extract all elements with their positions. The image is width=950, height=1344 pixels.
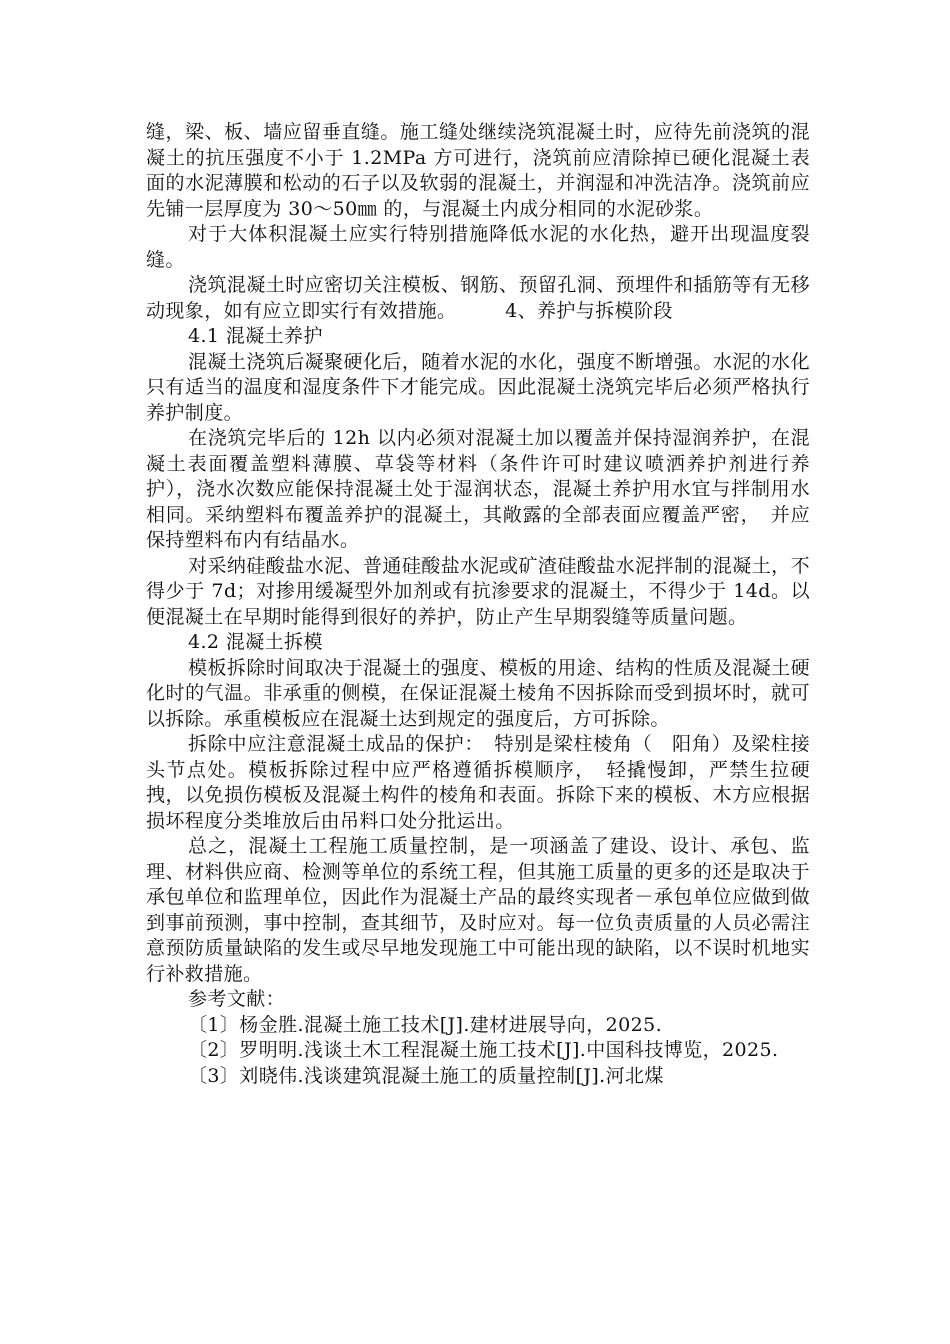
section-heading: 4.1 混凝土养护 bbox=[188, 325, 323, 347]
document-body bbox=[146, 120, 810, 1089]
body-paragraph: 模板拆除时间取决于混凝土的强度、模板的用途、结构的性质及混凝土硬化时的气温。非承重的侧模，在保证混凝土棱角不因拆除而受到损坏时，就可以拆除。承重模板应在混凝土达到规定的强度后，方可拆除。 bbox=[146, 656, 810, 730]
body-paragraph: 对于大体积混凝土应实行特别措施降低水泥的水化热，避开出现温度裂缝。 bbox=[146, 223, 810, 271]
reference-item: 〔2〕罗明明.浅谈土木工程混凝土施工技术[J].中国科技博览，2025. bbox=[188, 1039, 779, 1061]
body-paragraph: 对采纳硅酸盐水泥、普通硅酸盐水泥或矿渣硅酸盐水泥拌制的混凝土，不得少于 7d；对掺用缓凝型外加剂或有抗渗要求的混凝土，不得少于 14d。以便混凝土在早期时能得到很好的养护，防止产生早期裂缝等质量问题。 bbox=[146, 554, 810, 628]
section-heading: 4.2 混凝土拆模 bbox=[188, 631, 323, 653]
references-heading: 参考文献： bbox=[188, 988, 286, 1010]
reference-item: 〔3〕刘晓伟.浅谈建筑混凝土施工的质量控制[J].河北煤 bbox=[188, 1064, 664, 1087]
body-paragraph: 拆除中应注意混凝土成品的保护： 特别是梁柱棱角（ 阳角）及梁柱接头节点处。模板拆除过程中应严格遵循拆模顺序， 轻撬慢卸，严禁生拉硬拽，以免损伤模板及混凝土构件的棱角和表面。拆除下来的模板、木方应根据损坏程度分类堆放后由吊料口处分批运出。 bbox=[146, 733, 810, 832]
body-paragraph: 总之，混凝土工程施工质量控制，是一项涵盖了建设、设计、承包、监理、材料供应商、检测等单位的系统工程，但其施工质量的更多的还是取决于承包单位和监理单位，因此作为混凝土产品的最终实现者－承包单位应做到做到事前预测，事中控制，查其细节，及时应对。每一位负责质量的人员必需注意预防质量缺陷的发生或尽早地发现施工中可能出现的缺陷，以不误时机地实行补救措施。 bbox=[146, 835, 810, 985]
reference-item: 〔1〕杨金胜.混凝土施工技术[J].建材进展导向，2025. bbox=[188, 1013, 663, 1036]
body-paragraph: 缝，梁、板、墙应留垂直缝。施工缝处继续浇筑混凝土时，应待先前浇筑的混凝土的抗压强度不小于 1.2MPa 方可进行，浇筑前应清除掉已硬化混凝土表面的水泥薄膜和松动的石子以及软弱的混凝土，并润湿和冲洗洁净。浇筑前应先铺一层厚度为 30～50㎜ 的，与混凝土内成分相同的水泥砂浆。 bbox=[146, 121, 810, 220]
body-paragraph: 混凝土浇筑后凝聚硬化后，随着水泥的水化，强度不断增强。水泥的水化只有适当的温度和湿度条件下才能完成。因此混凝土浇筑完毕后必须严格执行养护制度。 bbox=[146, 350, 810, 424]
body-paragraph: 在浇筑完毕后的 12h 以内必须对混凝土加以覆盖并保持湿润养护，在混凝土表面覆盖塑料薄膜、草袋等材料（条件许可时建议喷洒养护剂进行养护），浇水次数应能保持混凝土处于湿润状态，混凝土养护用水宜与拌制用水相同。采纳塑料布覆盖养护的混凝土，其敞露的全部表面应覆盖严密， 并应保持塑料布内有结晶水。 bbox=[146, 427, 810, 551]
body-paragraph: 浇筑混凝土时应密切关注模板、钢筋、预留孔洞、预埋件和插筋等有无移动现象，如有应立即实行有效措施。 4、养护与拆模阶段 bbox=[146, 274, 810, 322]
